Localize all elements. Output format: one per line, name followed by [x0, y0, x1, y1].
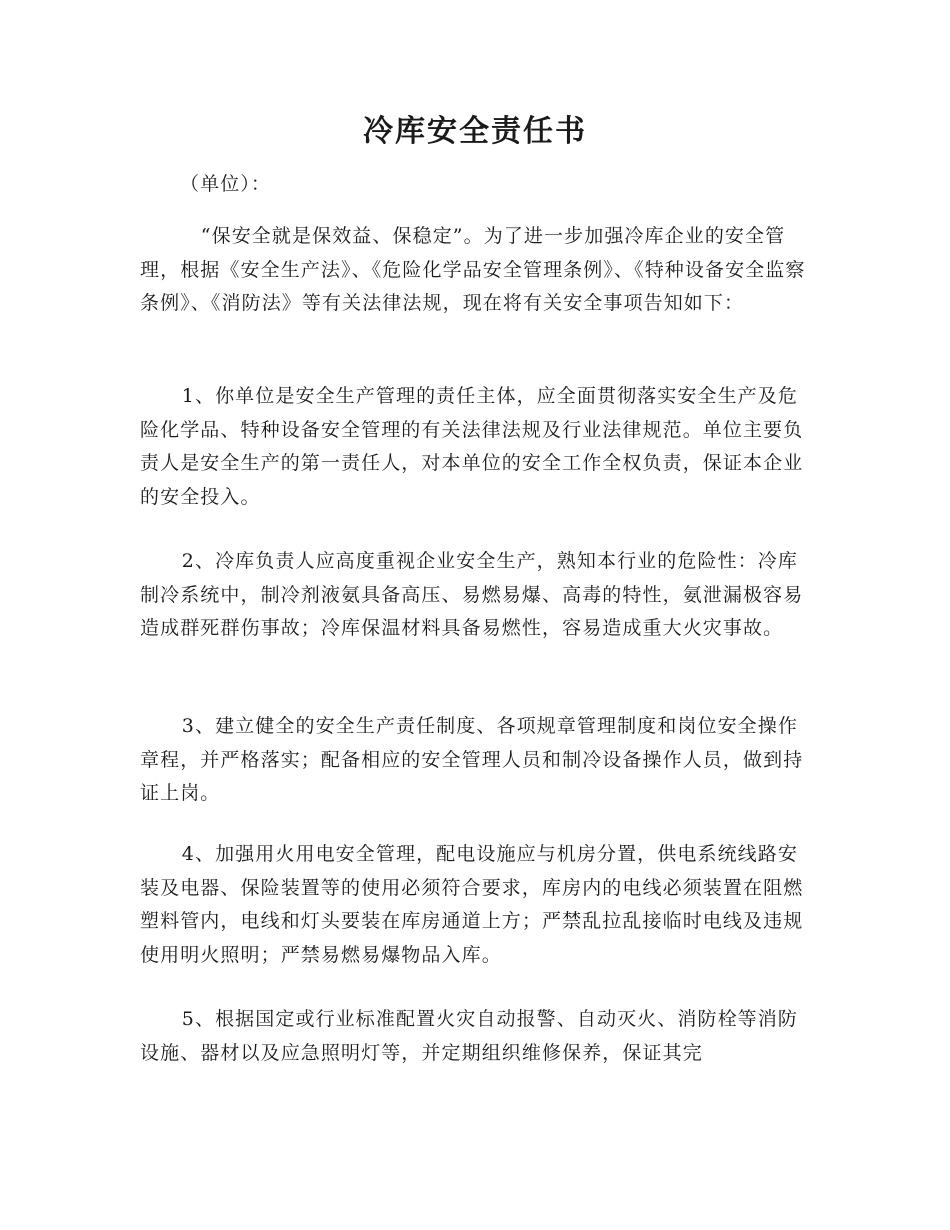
document-title: 冷库安全责任书 — [363, 114, 587, 149]
paragraph-item-1: 1、你单位是安全生产管理的责任主体，应全面贯彻落实安全生产及危险化学品、特种设备安全管理的有关法律法规及行业法律规范。单位主要负责人是安全生产的第一责任人，对本单位的安全工作全权负责，保证本企业的安全投入。 — [140, 385, 804, 508]
paragraph-intro: “保安全就是保效益、保稳定”。为了进一步加强冷库企业的安全管理，根据《安全生产法》、《危险化学品安全管理条例》、《特种设备安全监察条例》、《消防法》等有关法律法规，现在将有关安全事项告知如下： — [140, 225, 806, 314]
paragraph-item-5: 5、根据国定或行业标准配置火灾自动报警、自动灭火、消防栓等消防设施、器材以及应急照明灯等，并定期组织维修保养，保证其完 — [140, 1008, 798, 1064]
paragraph-item-2: 2、冷库负责人应高度重视企业安全生产，熟知本行业的危险性：冷库制冷系统中，制冷剂液氨具备高压、易燃易爆、高毒的特性，氨泄漏极容易造成群死群伤事故；冷库保温材料具备易燃性，容易造成重大火灾事故。 — [140, 550, 804, 639]
unit-line: （单位）： — [180, 173, 272, 195]
paragraph-item-3: 3、建立健全的安全生产责任制度、各项规章管理制度和岗位安全操作章程，并严格落实；配备相应的安全管理人员和制冷设备操作人员，做到持证上岗。 — [140, 715, 804, 804]
paragraph-item-4: 4、加强用火用电安全管理，配电设施应与机房分置，供电系统线路安装及电器、保险装置等的使用必须符合要求，库房内的电线必须装置在阻燃塑料管内，电线和灯头要装在库房通道上方；严禁乱拉乱接临时电线及违规使用明火照明；严禁易燃易爆物品入库。 — [140, 843, 804, 966]
